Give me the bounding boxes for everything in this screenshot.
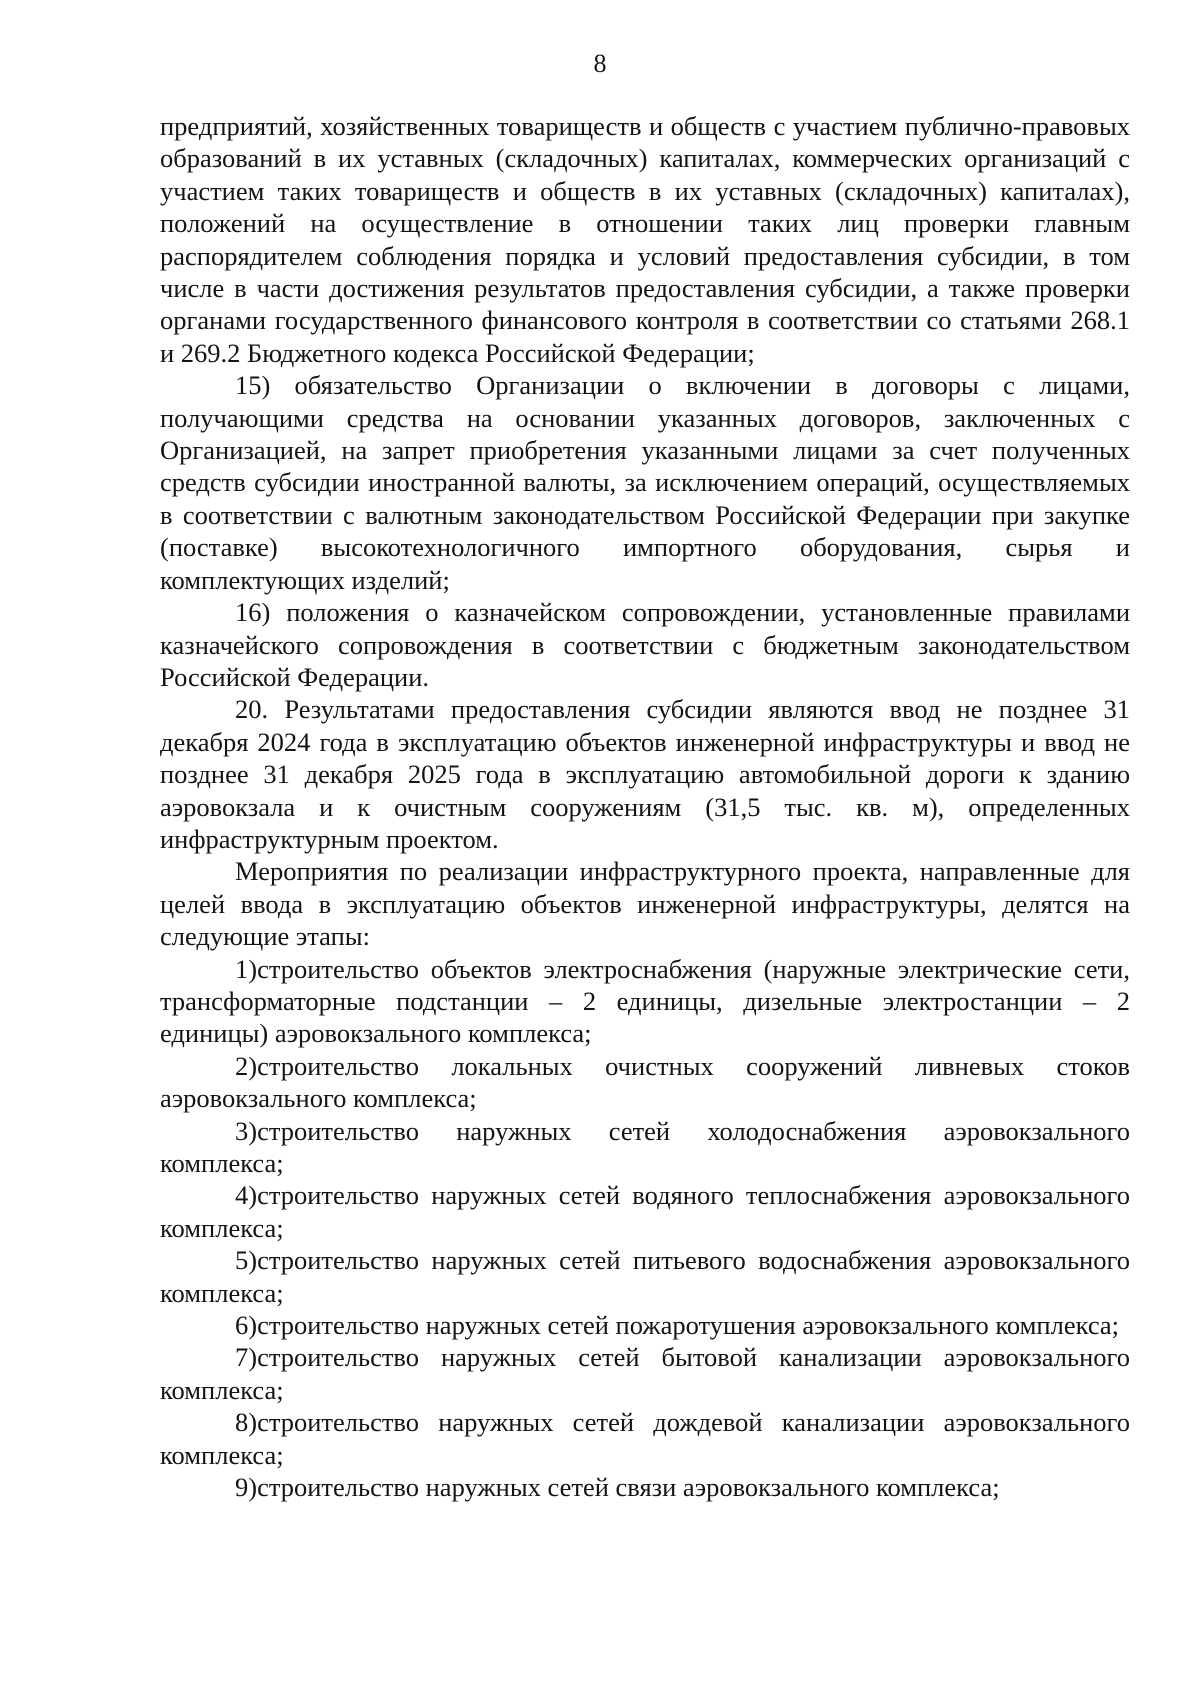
stage-number: 8) [235,1407,258,1438]
stage-number: 7) [235,1342,258,1373]
paragraph-item-16: 16) положения о казначейском сопровождении, установленные правилами казначейского сопровождения в соответствии с бюджетным законодательством Российской Федерации. [160,597,1130,692]
stage-text: строительство наружных сетей бытовой канализации аэровокзального комплекса; [160,1342,1130,1405]
stage-text: строительство локальных очистных сооружений ливневых стоков аэровокзального комплекса; [160,1050,1130,1114]
stage-number: 4) [235,1180,258,1211]
stage-item-4 [160,1179,1130,1244]
stage-text: строительство наружных сетей пожаротушения аэровокзального комплекса; [257,1310,1120,1341]
stage-item-5 [160,1244,1130,1309]
stage-item-8 [160,1406,1130,1471]
stage-item-7 [160,1341,1130,1406]
stage-text: строительство наружных сетей водяного теплоснабжения аэровокзального комплекса; [160,1180,1130,1243]
stage-number: 1) [235,953,258,984]
stage-item-2 [160,1050,1130,1115]
stage-number: 6) [235,1310,258,1341]
paragraph-continuation: предприятий, хозяйственных товариществ и обществ с участием публично-правовых образований в их уставных (складочных) капиталах, коммерческих организаций с участием таких товариществ и обществ в их уставных (складочных) капиталах), положений на осуществление в отношении таких лиц проверки главным распорядителем соблюдения порядка и условий предоставления субсидии, в том числе в части достижения результатов предоставления субсидии, а также проверки органами государственного финансового контроля в соответствии со статьями 268.1 и 269.2 Бюджетного кодекса Российской Федерации; [160,111,1130,368]
stage-text: строительство объектов электроснабжения (наружные электрические сети, трансформаторные подстанции – 2 единицы, дизельные электростанции – 2 единицы) аэровокзального комплекса; [160,953,1130,1049]
stage-text: строительство наружных сетей холодоснабжения аэровокзального комплекса; [160,1115,1130,1178]
stage-number: 9) [235,1472,258,1503]
stage-text: строительство наружных сетей связи аэровокзального комплекса; [257,1472,1000,1503]
page-number: 8 [593,49,607,78]
document-body [160,110,1130,1503]
stage-item-1 [160,953,1130,1050]
stage-number: 3) [235,1115,258,1146]
stage-item-9 [160,1471,1130,1503]
stage-item-3 [160,1115,1130,1180]
paragraph-clause-20: 20. Результатами предоставления субсидии являются ввод не позднее 31 декабря 2024 года в эксплуатацию объектов инженерной инфраструктуры и ввод не позднее 31 декабря 2025 года в эксплуатацию автомобильной дороги к зданию аэровокзала и к очистным сооружениям (31,5 тыс. кв. м), определенных инфраструктурным проектом. [160,694,1130,854]
stage-number: 5) [235,1245,258,1276]
paragraph-stages-intro: Мероприятия по реализации инфраструктурного проекта, направленные для целей ввода в эксплуатацию объектов инженерной инфраструктуры, делятся на следующие этапы: [160,856,1130,952]
paragraph-item-15: 15) обязательство Организации о включении в договоры с лицами, получающими средства на основании указанных договоров, заключенных с Организацией, на запрет приобретения указанными лицами за счет полученных средств субсидии иностранной валюты, за исключением операций, осуществляемых в соответствии с валютным законодательством Российской Федерации при закупке (поставке) высокотехнологичного импортного оборудования, сырья и комплектующих изделий; [160,370,1130,595]
stage-number: 2) [235,1050,258,1081]
stage-item-6 [160,1309,1130,1341]
stage-text: строительство наружных сетей дождевой канализации аэровокзального комплекса; [160,1407,1130,1470]
stage-text: строительство наружных сетей питьевого водоснабжения аэровокзального комплекса; [160,1245,1130,1308]
